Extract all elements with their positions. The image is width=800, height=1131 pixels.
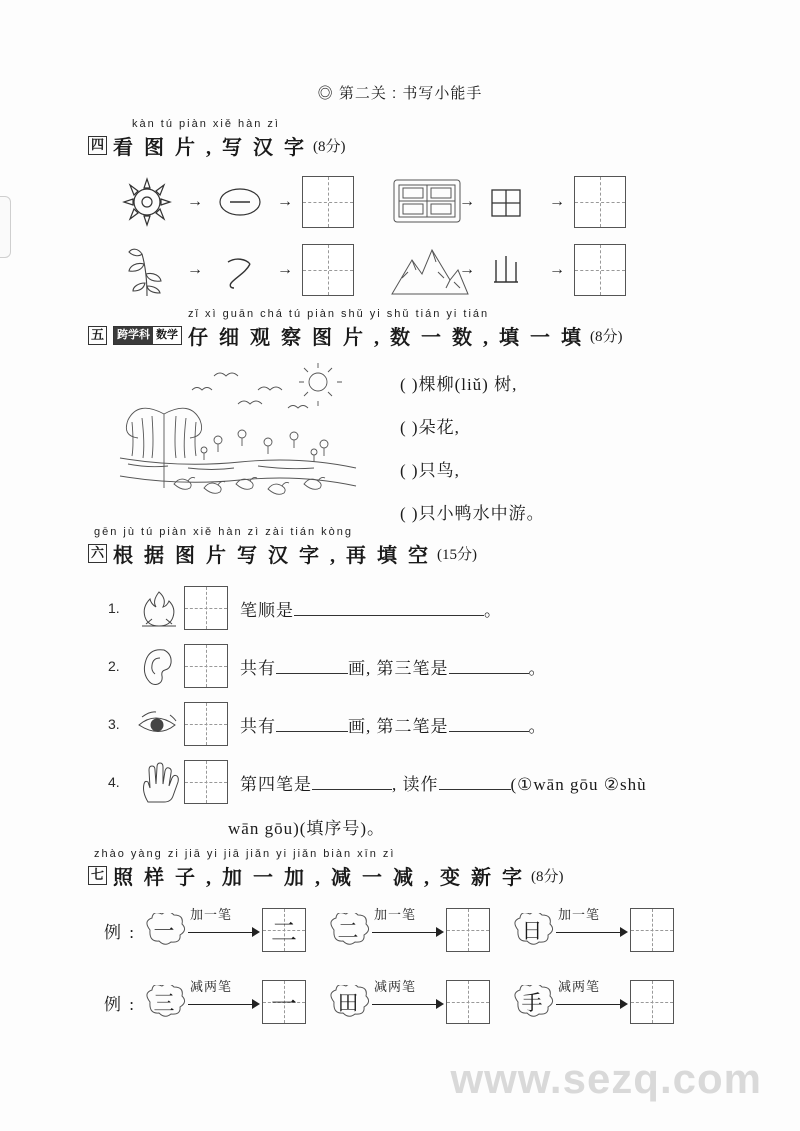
arrow-head-icon [436,927,444,937]
ex7-pinyin: zhào yàng zi jiā yi jiā jiǎn yi jiǎn biàn xīn zì [94,848,396,860]
answer-blank[interactable] [449,714,529,732]
exercise-4 [88,118,626,298]
ex5-pinyin: zǐ xì guān chá tú piàn shǔ yi shǔ tián yi tián [188,308,490,320]
count-text: 只小鸭水中游。 [418,504,545,523]
ex4-item [116,174,354,230]
question-row [108,644,647,688]
answer-grid[interactable] [574,176,626,228]
question-text [240,712,547,737]
q3-text-mid: 画, 第二笔是 [348,716,449,736]
count-blank[interactable]: ( ) [400,375,419,394]
operation-arrow [188,979,262,1012]
answer-blank[interactable] [312,772,392,790]
operation-label: 加一笔 [373,907,416,922]
count-text: 只鸟, [418,461,460,480]
count-text: 朵花, [418,418,460,437]
tag-label-primary: 跨学科 [114,327,153,344]
arrow-head-icon [436,999,444,1009]
ex4-score: (8分) [313,139,346,155]
arrow-head-icon [252,927,260,937]
operation-arrow [372,907,446,940]
operation-label: 减两笔 [373,979,416,994]
arrow-head-icon [252,999,260,1009]
exercise-6 [88,526,647,839]
ex5-score: (8分) [590,329,623,345]
sun-icon [116,174,178,230]
arrow-icon: → [277,193,293,210]
arrow-line [188,932,254,933]
willow-river-scene-icon [118,360,358,500]
window-grid-icon [388,174,450,230]
answer-grid[interactable] [184,760,228,804]
ex5-body [88,360,623,524]
example-label: 例 : [104,922,136,942]
arrow-line [556,932,622,933]
count-line[interactable] [400,456,545,481]
answer-grid[interactable] [630,908,674,952]
ex7-row [104,980,674,1024]
count-blank[interactable]: ( ) [400,461,419,480]
operation-label: 加一笔 [189,907,232,922]
q2-text-after: 。 [528,658,547,678]
operation-label: 加一笔 [557,907,600,922]
ex4-mid-shape [212,182,268,222]
example-label: 例 : [104,994,136,1014]
site-watermark: www.sezq.com [450,1055,762,1102]
question-row [108,586,647,630]
ex4-item [388,174,626,230]
q1-text-after: 。 [484,600,502,620]
q4-text-mid: , 读作 [392,774,439,794]
answer-blank[interactable] [276,714,348,732]
arrow-icon: → [187,193,203,210]
ex4-item [388,242,626,298]
q4-second-line: wān gōu)(填序号)。 [228,819,386,838]
page-title: ◎ 第二关 : 书写小能手 [317,85,483,102]
answer-grid[interactable] [302,176,354,228]
source-char: 二 [337,919,359,943]
q3-text-after: 。 [528,716,547,736]
ex4-pinyin: kàn tú piàn xiě hàn zì [132,118,280,130]
arrow-line [372,932,438,933]
source-char: 田 [337,991,359,1015]
flower-source [508,985,556,1019]
q3-text-before: 共有 [240,716,276,736]
ex6-pinyin: gēn jù tú piàn xiě hàn zì zài tián kòng [94,526,354,538]
hand-icon [134,760,184,804]
answer-grid-filled[interactable] [262,908,306,952]
ex7-number: 七 [88,866,107,884]
question-text [240,596,502,621]
answer-grid[interactable] [184,644,228,688]
arrow-icon: → [277,261,293,278]
arrow-icon: → [187,261,203,278]
count-line[interactable] [400,370,545,395]
flower-source [140,913,188,947]
ex5-number: 五 [88,326,107,344]
arrow-icon: → [459,261,475,278]
answer-grid[interactable] [630,980,674,1024]
source-char: 三 [153,991,175,1015]
ex4-item [116,242,354,298]
rice-plant-icon [116,242,178,298]
operation-arrow [556,979,630,1012]
count-blank[interactable]: ( ) [400,418,419,437]
count-line[interactable] [400,499,545,524]
answer-grid[interactable] [446,908,490,952]
arrow-icon: → [549,261,565,278]
ex4-mid-shape [484,182,540,222]
question-number: 1. [108,600,120,616]
arrow-head-icon [620,999,628,1009]
ex5-answer-lines [400,370,545,524]
source-char: 日 [521,919,543,943]
operation-label: 减两笔 [189,979,232,994]
q1-text-before: 笔顺是 [240,600,294,620]
question-number: 4. [108,774,120,790]
question-text [240,770,647,795]
fire-icon [134,588,184,628]
answer-grid[interactable] [184,586,228,630]
q2-text-mid: 画, 第三笔是 [348,658,449,678]
exercise-7 [88,848,674,1024]
operation-label: 减两笔 [557,979,600,994]
answer-blank[interactable] [439,772,511,790]
source-char: 一 [153,919,175,943]
flower-source [140,985,188,1019]
operation-arrow [556,907,630,940]
ex5-title: 仔 细 观 察 图 片 , 数 一 数 , 填 一 填 [188,327,585,349]
count-line[interactable] [400,413,545,438]
q4-text-after: (①wān gōu ②shù [510,774,647,794]
page-edge-tab [0,196,11,258]
flower-source [324,913,372,947]
arrow-icon: → [549,193,565,210]
ex4-heading [88,131,626,160]
question-number: 2. [108,658,120,674]
answer-grid[interactable] [302,244,354,296]
ex4-mid-shape [484,250,540,290]
answer-grid[interactable] [574,244,626,296]
q4-text-before: 第四笔是 [240,774,312,794]
question-row [108,702,647,746]
source-char: 手 [521,991,543,1015]
answer-char: 二 [270,917,297,947]
ex6-number: 六 [88,544,107,562]
arrow-head-icon [620,927,628,937]
question-text [240,654,547,679]
ex6-heading [88,539,647,568]
ex5-heading [88,321,623,350]
ear-icon [134,646,184,686]
exercise-5 [88,308,623,524]
question-row [108,760,647,804]
cross-subject-tag [113,326,182,345]
tag-label-secondary: 数学 [153,327,181,344]
answer-grid-filled[interactable] [262,980,306,1024]
ex4-mid-shape [212,250,268,290]
question-number: 3. [108,716,120,732]
ex7-score: (8分) [531,869,564,885]
answer-grid[interactable] [184,702,228,746]
ex4-title: 看 图 片 , 写 汉 字 [113,137,308,159]
count-blank[interactable]: ( ) [400,504,419,523]
q2-text-before: 共有 [240,658,276,678]
arrow-line [556,1004,622,1005]
operation-arrow [188,907,262,940]
answer-blank[interactable] [276,656,348,674]
ex6-score: (15分) [437,547,478,563]
ex4-number: 四 [88,136,107,154]
flower-source [508,913,556,947]
ex4-row [116,242,626,298]
ex7-row [104,908,674,952]
arrow-line [372,1004,438,1005]
arrow-icon: → [459,193,475,210]
answer-blank[interactable] [294,598,484,616]
ex4-row [116,174,626,230]
ex7-heading [88,861,674,890]
arrow-line [188,1004,254,1005]
ex6-title: 根 据 图 片 写 汉 字 , 再 填 空 [113,545,432,567]
answer-blank[interactable] [449,656,529,674]
flower-source [324,985,372,1019]
operation-arrow [372,979,446,1012]
mountain-icon [388,242,450,298]
count-text: 棵柳(liǔ) 树, [418,375,518,394]
answer-grid[interactable] [446,980,490,1024]
answer-char: 一 [270,989,297,1019]
ex7-title: 照 样 子 , 加 一 加 , 减 一 减 , 变 新 字 [113,867,526,889]
eye-icon [134,704,184,744]
